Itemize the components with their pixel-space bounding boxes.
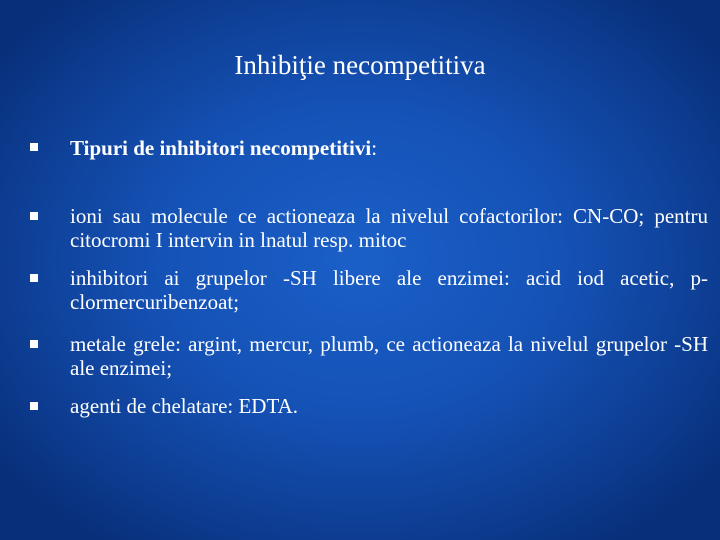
bullet-text: agenti de chelatare: EDTA. xyxy=(70,394,299,418)
bullet-text: inhibitori ai grupelor -SH libere ale enzimei: acid iod acetic, p-clormercuribenzoat; xyxy=(70,266,708,314)
bullet-text: metale grele: argint, mercur, plumb, ce actioneaza la nivelul grupelor -SH ale enzimei; xyxy=(70,332,708,380)
bullet-text xyxy=(70,136,708,160)
slide-title: Inhibiţie necompetitiva xyxy=(234,50,486,80)
bullet-heading: Tipuri de inhibitori necompetitivi xyxy=(70,136,372,160)
square-bullet-icon xyxy=(30,340,38,348)
bullet-item xyxy=(30,266,708,316)
bullet-heading-colon: : xyxy=(371,136,378,160)
bullet-item xyxy=(30,136,680,166)
square-bullet-icon xyxy=(30,274,38,282)
bullet-item xyxy=(30,204,708,254)
square-bullet-icon xyxy=(30,212,38,220)
square-bullet-icon xyxy=(30,143,38,151)
square-bullet-icon xyxy=(30,402,38,410)
bullet-item xyxy=(30,332,708,382)
bullet-item xyxy=(30,394,680,424)
bullet-text: ioni sau molecule ce actioneaza la nivelul cofactorilor: CN-CO; pentru citocromi I intervin in lnatul resp. mitoc xyxy=(70,204,708,252)
